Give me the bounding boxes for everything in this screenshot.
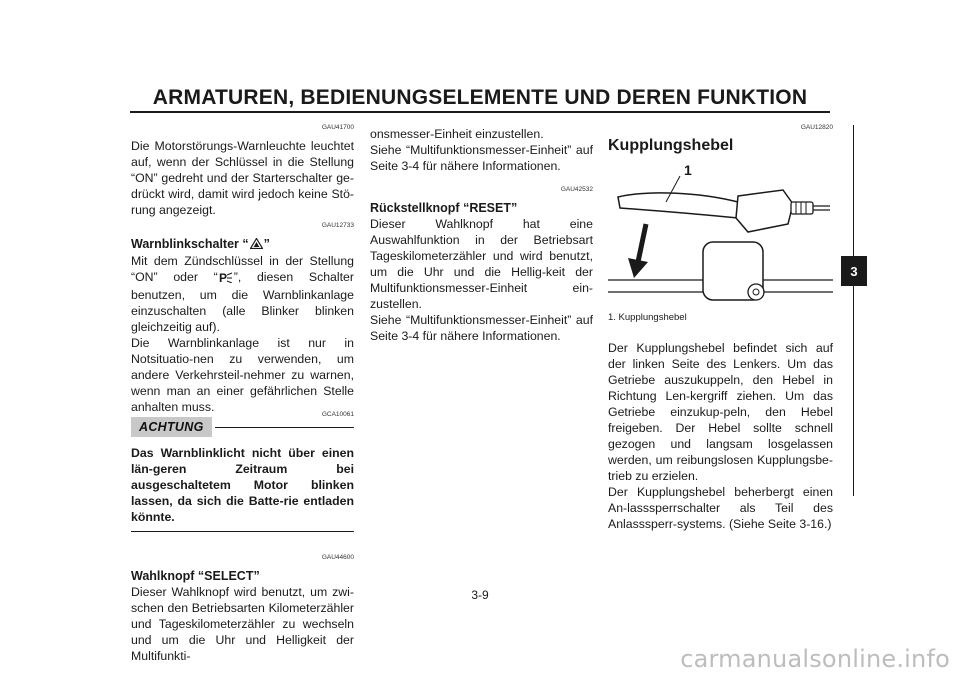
hazard-heading [131, 236, 354, 253]
select-heading: Wahlknopf “SELECT” [131, 569, 260, 583]
reference-code: GCA10061 [321, 411, 354, 418]
hazard-paragraph [131, 253, 354, 335]
select-reference: Siehe “Multifunktionsmesser-Einheit” auf Seite 3-4 für nähere Informationen. [370, 143, 593, 173]
reset-heading: Rückstellknopf “RESET” [370, 201, 518, 215]
svg-text:P: P [218, 271, 227, 283]
figure-callout-1: 1 [684, 162, 692, 178]
watermark: carmanualsonline.info [680, 645, 950, 673]
reset-reference: Siehe “Multifunktionsmesser-Einheit” auf Seite 3-4 für nähere Informationen. [370, 313, 593, 343]
hazard-paragraph-2: Die Warnblinkanlage ist nur in Notsituatio-nen zu verwenden, um andere Verkehrsteil-nehmer zu warnen, wenn man an einer gefährlichen Stelle anhalten muss. [131, 336, 354, 414]
column-3 [608, 120, 833, 532]
clutch-lever-illustration [608, 162, 833, 302]
section-title: Kupplungshebel [608, 137, 734, 154]
achtung-label: ACHTUNG [131, 417, 212, 437]
header-rule [130, 111, 830, 113]
chapter-tab: 3 [841, 256, 867, 286]
select-continuation: onsmesser-Einheit einzustellen. [370, 127, 544, 141]
column-2 [370, 126, 593, 344]
chapter-line-bottom [853, 286, 854, 496]
achtung-header [131, 411, 354, 437]
figure-caption: 1. Kupplungshebel [608, 312, 687, 323]
reference-code: GAU44600 [321, 554, 354, 561]
parking-light-icon [219, 271, 233, 287]
page-number: 3-9 [471, 588, 489, 602]
page-title: ARMATUREN, BEDIENUNGSELEMENTE UND DEREN FUNKTION [152, 86, 808, 109]
select-paragraph: Dieser Wahlknopf wird benutzt, um zwi-schen den Betriebsarten Kilometerzähler und Tageskilometerzähler zu wechseln und um die Uhr und Helligkeit der Multifunkti- [131, 585, 354, 663]
achtung-text: Das Warnblinklicht nicht über einen län-geren Zeitraum bei ausgeschaltetem Motor blinken lassen, da sich die Batte-rie entladen könnte. [131, 445, 354, 532]
intro-paragraph: Die Motorstörungs-Warnleuchte leuchtet auf, wenn der Schlüssel in die Stellung “ON” gedreht und der Starterschalter ge-drückt wird, damit wird jedoch keine Stö-rung angezeigt. [131, 139, 354, 217]
reference-code: GAU12820 [800, 124, 833, 131]
reference-code: GAU12733 [321, 222, 354, 229]
hazard-text-b: ”, diesen Schalter benutzen, um die Warnblinkanlage einzuschalten (alle Blinker blinken gleichzeitig auf). [131, 270, 354, 334]
clutch-paragraph-2: Der Kupplungshebel beherbergt einen An-lasssperrschalter als Teil des Anlasssperr-systems. (Siehe Seite 3-16.) [608, 485, 833, 531]
clutch-lever-figure [608, 162, 833, 302]
reference-code: GAU41700 [321, 124, 354, 131]
reference-code: GAU42532 [560, 186, 593, 193]
hazard-triangle-icon [250, 237, 263, 253]
column-1 [131, 120, 354, 664]
hazard-heading-pre: Warnblinkschalter “ [131, 237, 249, 251]
reset-paragraph: Dieser Wahlknopf hat eine Auswahlfunktion in der Betriebsart Tageskilometerzähler und wird benutzt, um die Uhr und die Hellig-keit der Multifunktionsmesser-Einheit ein-zustellen. [370, 217, 593, 311]
chapter-line-top [853, 125, 854, 256]
hazard-text-a: Mit dem Zündschlüssel in der Stellung “ON” oder “ [131, 254, 354, 284]
achtung-rule [215, 427, 354, 428]
clutch-paragraph: Der Kupplungshebel befindet sich auf der linken Seite des Lenkers. Um das Getriebe auszukuppeln, den Hebel in Richtung Len-kergriff ziehen. Um das Getriebe einzukup-peln, den Hebel freigeben. Der Hebel sollte schnell gezogen und langsam losgelassen werden, um reibungslosen Kupplungsbe-trieb zu erzielen. [608, 341, 833, 483]
hazard-heading-post: ” [263, 237, 270, 251]
